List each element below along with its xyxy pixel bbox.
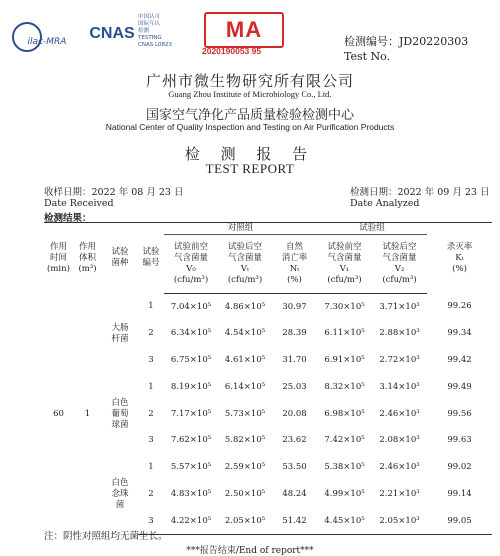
header-line: V₂	[394, 264, 405, 274]
cell-control-before: 4.83×10⁵	[170, 488, 212, 499]
time-value: 60	[53, 408, 64, 419]
header-test-group: 试验组	[317, 223, 427, 235]
strain-cell	[102, 454, 138, 534]
header-line: (%)	[452, 263, 467, 274]
test-number-value: JD20220303	[399, 35, 469, 48]
header-natural-rate	[272, 235, 317, 294]
cma-logo-text: MA	[225, 17, 263, 42]
header-test-after	[372, 235, 427, 294]
cma-logo	[204, 12, 284, 48]
cell-kill-rate: 99.63	[447, 435, 472, 446]
header-line: (cfu/m³)	[173, 275, 209, 285]
header-line: V₁	[339, 264, 350, 274]
cell-control-before: 6.75×10⁵	[170, 354, 212, 365]
header-line: 试验前空	[327, 242, 362, 252]
test-number-label: 检测编号：	[344, 35, 399, 48]
results-table	[44, 222, 492, 535]
strain-line: 葡萄	[111, 408, 129, 419]
cell-control-after: 4.54×10⁵	[224, 328, 266, 339]
date-analyzed	[350, 187, 489, 209]
header-line: (cfu/m³)	[227, 275, 263, 285]
cma-number: 2020190053 95	[202, 46, 262, 56]
cell-kill-rate: 99.34	[447, 328, 472, 339]
organization-name: 广州市微生物研究所有限公司	[145, 72, 354, 90]
cell-natural-rate: 53.50	[282, 462, 307, 473]
table-row	[44, 374, 492, 401]
header-line: Nₜ	[289, 264, 300, 274]
header-row	[44, 223, 492, 235]
cell-test-before: 6.98×10⁵	[324, 408, 365, 419]
date-received-value: 收样日期：2022 年 08 月 23 日	[44, 187, 184, 198]
table-row	[44, 454, 492, 481]
cell-kill-rate: 99.49	[447, 381, 472, 392]
cell-test-after: 2.05×10³	[372, 508, 427, 535]
cell-test-after: 2.88×10³	[379, 328, 420, 339]
cell-test-before: 4.45×10⁵	[317, 508, 372, 535]
header-volume	[73, 223, 102, 294]
cell-control-after: 4.61×10⁵	[224, 354, 266, 365]
strain-cell	[102, 374, 138, 454]
cell-natural-rate: 23.62	[282, 435, 307, 446]
cell-test-after: 2.46×10³	[379, 462, 420, 473]
header-line: 试验	[142, 247, 160, 258]
cell-test-before: 7.30×10⁵	[324, 301, 365, 312]
strain-cell	[102, 294, 138, 374]
header-line: 作用	[78, 241, 96, 252]
result-label: 检测结果：	[44, 213, 92, 224]
strain-line: 球菌	[111, 419, 129, 430]
cell-control-after: 5.82×10⁵	[224, 435, 266, 446]
header-line: 作用	[49, 241, 67, 252]
cell-natural-rate: 51.42	[272, 508, 317, 535]
cell-no: 2	[148, 488, 154, 499]
cell-test-before: 4.99×10⁵	[324, 488, 365, 499]
cell-natural-rate: 31.70	[282, 354, 307, 365]
header-line: 菌种	[111, 258, 129, 269]
strain-line: 菌	[115, 499, 125, 510]
cell-test-after: 3.14×10³	[379, 381, 420, 392]
header-strain	[102, 223, 138, 294]
cell-no: 2	[148, 328, 154, 339]
ilac-circle-icon	[12, 22, 42, 52]
header-line: 试验前空	[173, 242, 208, 252]
table-row	[44, 294, 492, 321]
cell-test-before: 6.91×10⁵	[324, 354, 365, 365]
cnas-caption	[138, 14, 172, 49]
header-line: 气含菌量	[327, 253, 362, 263]
cell-kill-rate: 99.05	[427, 508, 492, 535]
header-line: 试验后空	[382, 242, 417, 252]
strain-line: 白色	[111, 477, 129, 488]
header-line: 时间	[49, 252, 67, 263]
cell-control-after: 4.86×10⁵	[224, 301, 266, 312]
cell-natural-rate: 20.08	[282, 408, 307, 419]
table-note: 注：阴性对照组均无菌生长。	[44, 531, 168, 542]
header-line: 编号	[142, 258, 160, 269]
ilac-mra-logo	[12, 28, 82, 56]
strain-line: 杆菌	[111, 333, 129, 344]
center-name: 国家空气净化产品质量检验检测中心	[145, 108, 354, 123]
header-line: Vₜ	[240, 264, 250, 274]
strain-line: 念珠	[111, 488, 129, 499]
cell-no: 2	[148, 408, 154, 419]
cell-natural-rate: 25.03	[282, 381, 307, 392]
header-time	[44, 223, 73, 294]
header-line: V₀	[186, 264, 196, 274]
cell-kill-rate: 99.14	[447, 488, 472, 499]
organization-name-en: Guang Zhou Institute of Microbiology Co., Ltd.	[168, 89, 332, 99]
test-number-block	[344, 34, 468, 64]
strain-line: 大肠	[111, 322, 129, 333]
header-line: 气含菌量	[227, 253, 262, 263]
cnas-logo	[88, 14, 136, 54]
cell-test-after: 3.71×10³	[379, 301, 420, 312]
header-line: 消亡率	[281, 253, 308, 263]
cell-test-before: 8.32×10⁵	[324, 381, 365, 392]
cell-natural-rate: 48.24	[282, 488, 307, 499]
cell-control-before: 5.57×10⁵	[170, 462, 212, 473]
cell-control-before: 7.17×10⁵	[170, 408, 212, 419]
cell-test-before: 7.42×10⁵	[324, 435, 365, 446]
cell-no: 1	[148, 381, 154, 392]
header-test-before	[317, 235, 372, 294]
header-line: (cfu/m³)	[327, 275, 362, 285]
cell-control-after: 2.59×10⁵	[224, 462, 266, 473]
header-line: 气含菌量	[173, 253, 208, 263]
header-line: (min)	[47, 263, 70, 274]
cnas-caption-line: CNAS L0823	[138, 42, 173, 48]
date-analyzed-label: Date Analyzed	[350, 198, 420, 209]
cell-no: 1	[148, 462, 154, 473]
cell-test-before: 6.11×10⁵	[324, 328, 365, 339]
date-analyzed-value: 检测日期：2022 年 09 月 23 日	[350, 187, 490, 198]
header-line: 杀灭率	[446, 241, 473, 252]
volume-value: 1	[84, 408, 91, 419]
report-title-en: TEST REPORT	[205, 161, 295, 176]
cell-control-after: 2.05×10⁵	[218, 508, 272, 535]
cell-test-after: 2.46×10³	[379, 408, 420, 419]
date-received-label: Date Received	[44, 198, 114, 209]
cnas-caption-line: 检测	[138, 28, 150, 34]
cell-control-before: 7.62×10⁵	[170, 435, 212, 446]
cell-control-before: 4.22×10⁵	[164, 508, 218, 535]
header-control-after	[218, 235, 272, 294]
cell-test-after: 2.21×10³	[379, 488, 420, 499]
accreditation-logos	[4, 6, 304, 60]
end-of-report: ***报告结束/End of report***	[186, 546, 314, 556]
cell-no: 3	[148, 354, 154, 365]
header-no	[138, 223, 164, 294]
cell-control-after: 6.14×10⁵	[224, 381, 266, 392]
cell-control-before: 7.04×10⁵	[170, 301, 212, 312]
test-number-label-en: Test No.	[344, 50, 391, 63]
header-line: 体积	[78, 252, 96, 263]
cell-natural-rate: 30.97	[282, 301, 307, 312]
cell-no: 1	[148, 301, 154, 312]
header-line: (%)	[287, 275, 302, 285]
date-received	[44, 187, 183, 209]
cell-control-after: 5.73×10⁵	[224, 408, 266, 419]
header-line: (cfu/m³)	[382, 275, 417, 285]
cnas-caption-line: TESTING	[138, 35, 162, 41]
cnas-caption-line: 中国认可	[138, 14, 161, 20]
header-line: 气含菌量	[382, 253, 417, 263]
cnas-logo-text: CNAS	[89, 25, 135, 42]
cell-kill-rate: 99.56	[447, 408, 472, 419]
cell-control-before: 6.34×10⁵	[170, 328, 212, 339]
cell-control-before: 8.19×10⁵	[170, 381, 212, 392]
cell-no: 3	[138, 508, 164, 535]
report-title: 检 测 报 告	[184, 145, 316, 163]
header-line: (m³)	[78, 263, 97, 274]
cell-test-after: 2.72×10³	[379, 354, 420, 365]
header-line: 自然	[286, 242, 304, 252]
cell-kill-rate: 99.26	[447, 301, 472, 312]
strain-line: 白色	[111, 397, 129, 408]
header-control-before	[164, 235, 218, 294]
cell-test-before: 5.38×10⁵	[324, 462, 365, 473]
cell-test-after: 2.08×10³	[379, 435, 420, 446]
header-control-group: 对照组	[164, 223, 317, 235]
header-line: Kₜ	[455, 252, 464, 263]
cell-kill-rate: 99.02	[447, 462, 472, 473]
cnas-caption-line: 国际互认	[138, 21, 161, 27]
cell-kill-rate: 99.42	[447, 354, 472, 365]
cell-control-after: 2.50×10⁵	[224, 488, 266, 499]
header-line: 试验	[111, 247, 129, 258]
ilac-logo-text: ilac-MRA	[27, 37, 67, 47]
cell-natural-rate: 28.39	[282, 328, 307, 339]
header-line: 试验后空	[227, 242, 262, 252]
cell-no: 3	[148, 435, 154, 446]
header-kill-rate	[427, 223, 492, 294]
center-name-en: National Center of Quality Inspection and Testing on Air Purification Products	[105, 122, 395, 132]
